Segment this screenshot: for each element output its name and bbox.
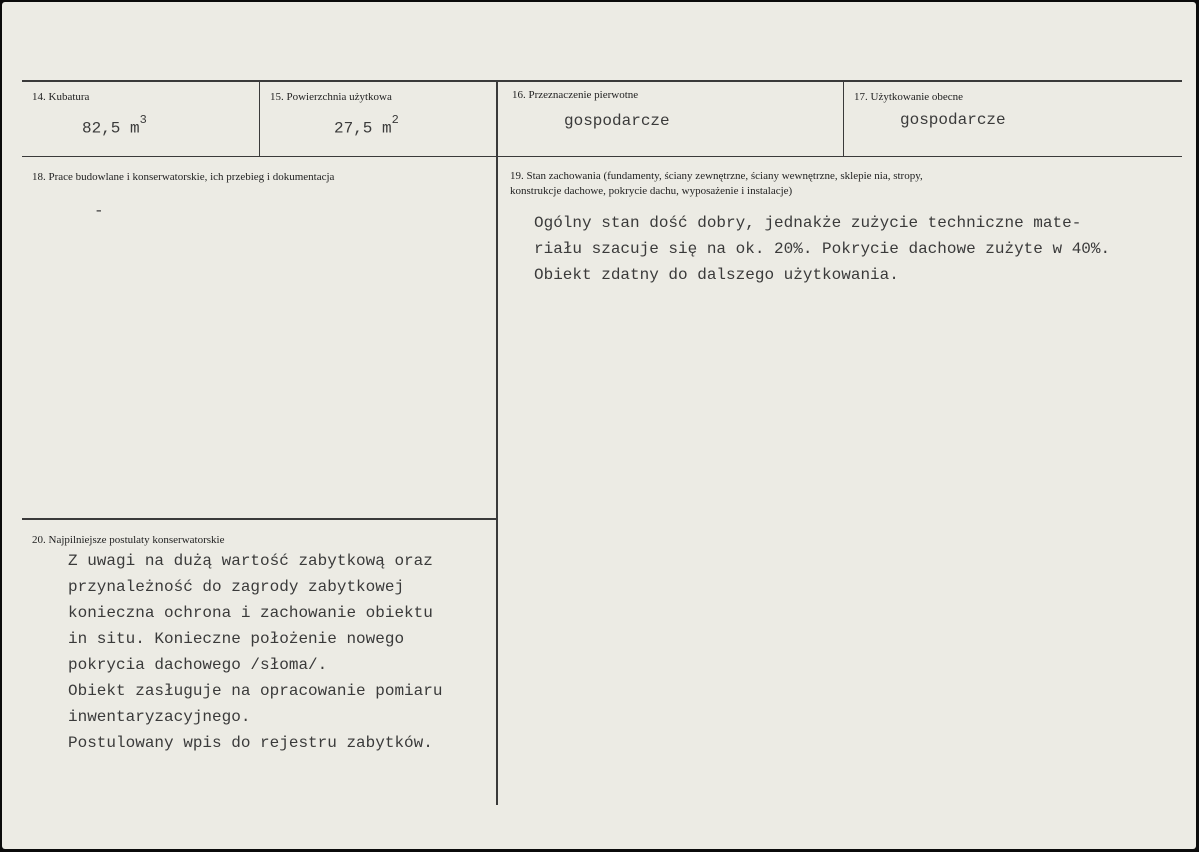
field-20-label: 20. Najpilniejsze postulaty konserwatorskie bbox=[32, 534, 225, 546]
field-20-text-line-1: Z uwagi na dużą wartość zabytkową oraz bbox=[68, 552, 433, 570]
field-20-text-line-7: inwentaryzacyjnego. bbox=[68, 708, 251, 726]
field-19-text bbox=[534, 210, 1110, 288]
field-20-text-line-5: pokrycia dachowego /słoma/. bbox=[68, 656, 328, 674]
record-card bbox=[2, 2, 1196, 849]
field-18-value: - bbox=[94, 202, 104, 220]
field-19-text-line-2: riału szacuje się na ok. 20%. Pokrycie dachowe zużyte w 40%. bbox=[534, 240, 1111, 258]
field-20-text-line-4: in situ. Konieczne położenie nowego bbox=[68, 630, 405, 648]
top-rule bbox=[22, 80, 1182, 82]
field-16-label: 16. Przeznaczenie pierwotne bbox=[512, 89, 639, 101]
field-18-label: 18. Prace budowlane i konserwatorskie, ich przebieg i dokumentacja bbox=[32, 171, 335, 183]
field-20-text-line-6: Obiekt zasługuje na opracowanie pomiaru bbox=[68, 682, 443, 700]
field-20-text-line-3: konieczna ochrona i zachowanie obiektu bbox=[68, 604, 433, 622]
field-14-value bbox=[82, 113, 147, 138]
field-14-label: 14. Kubatura bbox=[32, 91, 90, 103]
field-15-unit-exponent: 2 bbox=[391, 113, 399, 127]
row-divider-rule bbox=[22, 156, 1182, 157]
col-divider-2 bbox=[496, 80, 498, 805]
field-19-label-line-2: konstrukcje dachowe, pokrycie dachu, wyposażenie i instalacje) bbox=[510, 185, 793, 197]
field-14-unit-exponent: 3 bbox=[139, 113, 147, 127]
field-17-value: gospodarcze bbox=[900, 111, 1006, 129]
field-17-label: 17. Użytkowanie obecne bbox=[854, 91, 964, 103]
field-19-label-line-1: 19. Stan zachowania (fundamenty, ściany zewnętrzne, ściany wewnętrzne, sklepie nia, stropy, bbox=[510, 170, 923, 182]
col-divider-1 bbox=[259, 80, 260, 157]
field-14-number: 82,5 m bbox=[82, 119, 140, 138]
field-19-text-line-1: Ogólny stan dość dobry, jednakże zużycie techniczne mate- bbox=[534, 214, 1082, 232]
field-20-text bbox=[68, 548, 442, 756]
col-divider-3 bbox=[843, 80, 844, 157]
field-19-text-line-3: Obiekt zdatny do dalszego użytkowania. bbox=[534, 266, 899, 284]
section-divider-rule bbox=[22, 518, 496, 520]
field-16-value: gospodarcze bbox=[564, 112, 670, 130]
field-19-label bbox=[510, 169, 923, 199]
field-20-text-line-8: Postulowany wpis do rejestru zabytków. bbox=[68, 734, 433, 752]
field-15-label: 15. Powierzchnia użytkowa bbox=[270, 91, 392, 103]
field-15-number: 27,5 m bbox=[334, 119, 392, 138]
field-15-value bbox=[334, 113, 399, 138]
field-20-text-line-2: przynależność do zagrody zabytkowej bbox=[68, 578, 405, 596]
